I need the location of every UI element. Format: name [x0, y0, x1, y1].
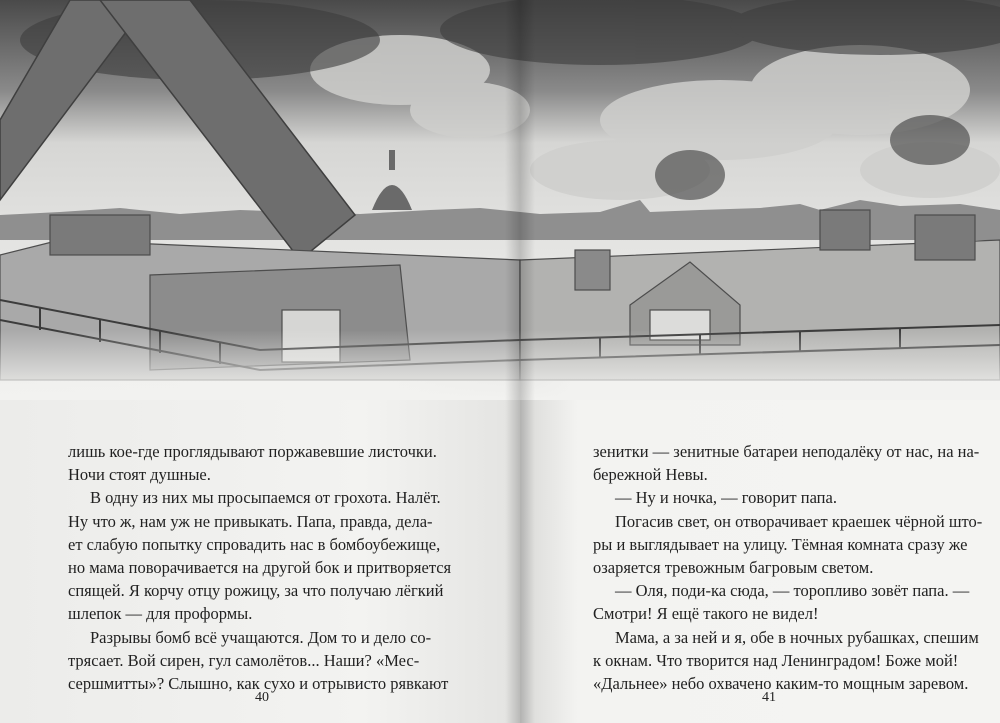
book-gutter: [505, 0, 535, 723]
text-line: — Оля, поди-ка сюда, — торопливо зовёт папа. —: [615, 581, 970, 601]
text-line: Разрывы бомб всё учащаются. Дом то и дело со-: [90, 627, 432, 647]
text-line: озаряется тревожным багровым светом.: [593, 558, 874, 578]
text-line: спящей. Я корчу отцу рожицу, за что получаю лёгкий: [68, 581, 444, 601]
text-line: Смотри! Я ещё такого не видел!: [593, 604, 819, 624]
text-line: сершмитты»? Слышно, как сухо и отрывисто рявкают: [68, 674, 449, 694]
right-page-text: [593, 440, 989, 695]
text-line: но мама поворачивается на другой бок и притворяется: [68, 558, 452, 578]
text-line: В одну из них мы просыпаемся от грохота. Налёт.: [90, 488, 441, 508]
text-line: Погасив свет, он отворачивает краешек чёрной што-: [615, 511, 983, 531]
text-line: Ночи стоят душные.: [68, 465, 211, 485]
text-line: трясает. Вой сирен, гул самолётов... Наши? «Мес-: [68, 650, 420, 670]
text-line: Мама, а за ней и я, обе в ночных рубашках, спешим: [615, 627, 979, 647]
page-number-left: 40: [255, 690, 269, 705]
left-page-text: [68, 440, 460, 695]
text-line: ет слабую попытку спровадить нас в бомбоубежище,: [68, 534, 441, 554]
text-line: бережной Невы.: [593, 465, 708, 485]
text-line: зенитки — зенитные батареи неподалёку от нас, на на-: [593, 442, 980, 461]
text-line: «Дальнее» небо охвачено каким-то мощным заревом.: [593, 674, 969, 694]
page-number-right: 41: [762, 690, 776, 705]
text-line: шлепок — для проформы.: [68, 604, 253, 624]
text-line: ры и выглядывает на улицу. Тёмная комната сразу же: [593, 534, 968, 554]
text-line: лишь кое-где проглядывают поржавевшие листочки.: [68, 442, 437, 461]
text-line: Ну что ж, нам уж не привыкать. Папа, правда, дела-: [68, 511, 433, 531]
text-line: — Ну и ночка, — говорит папа.: [615, 488, 837, 508]
text-line: к окнам. Что творится над Ленинградом! Боже мой!: [593, 650, 959, 670]
